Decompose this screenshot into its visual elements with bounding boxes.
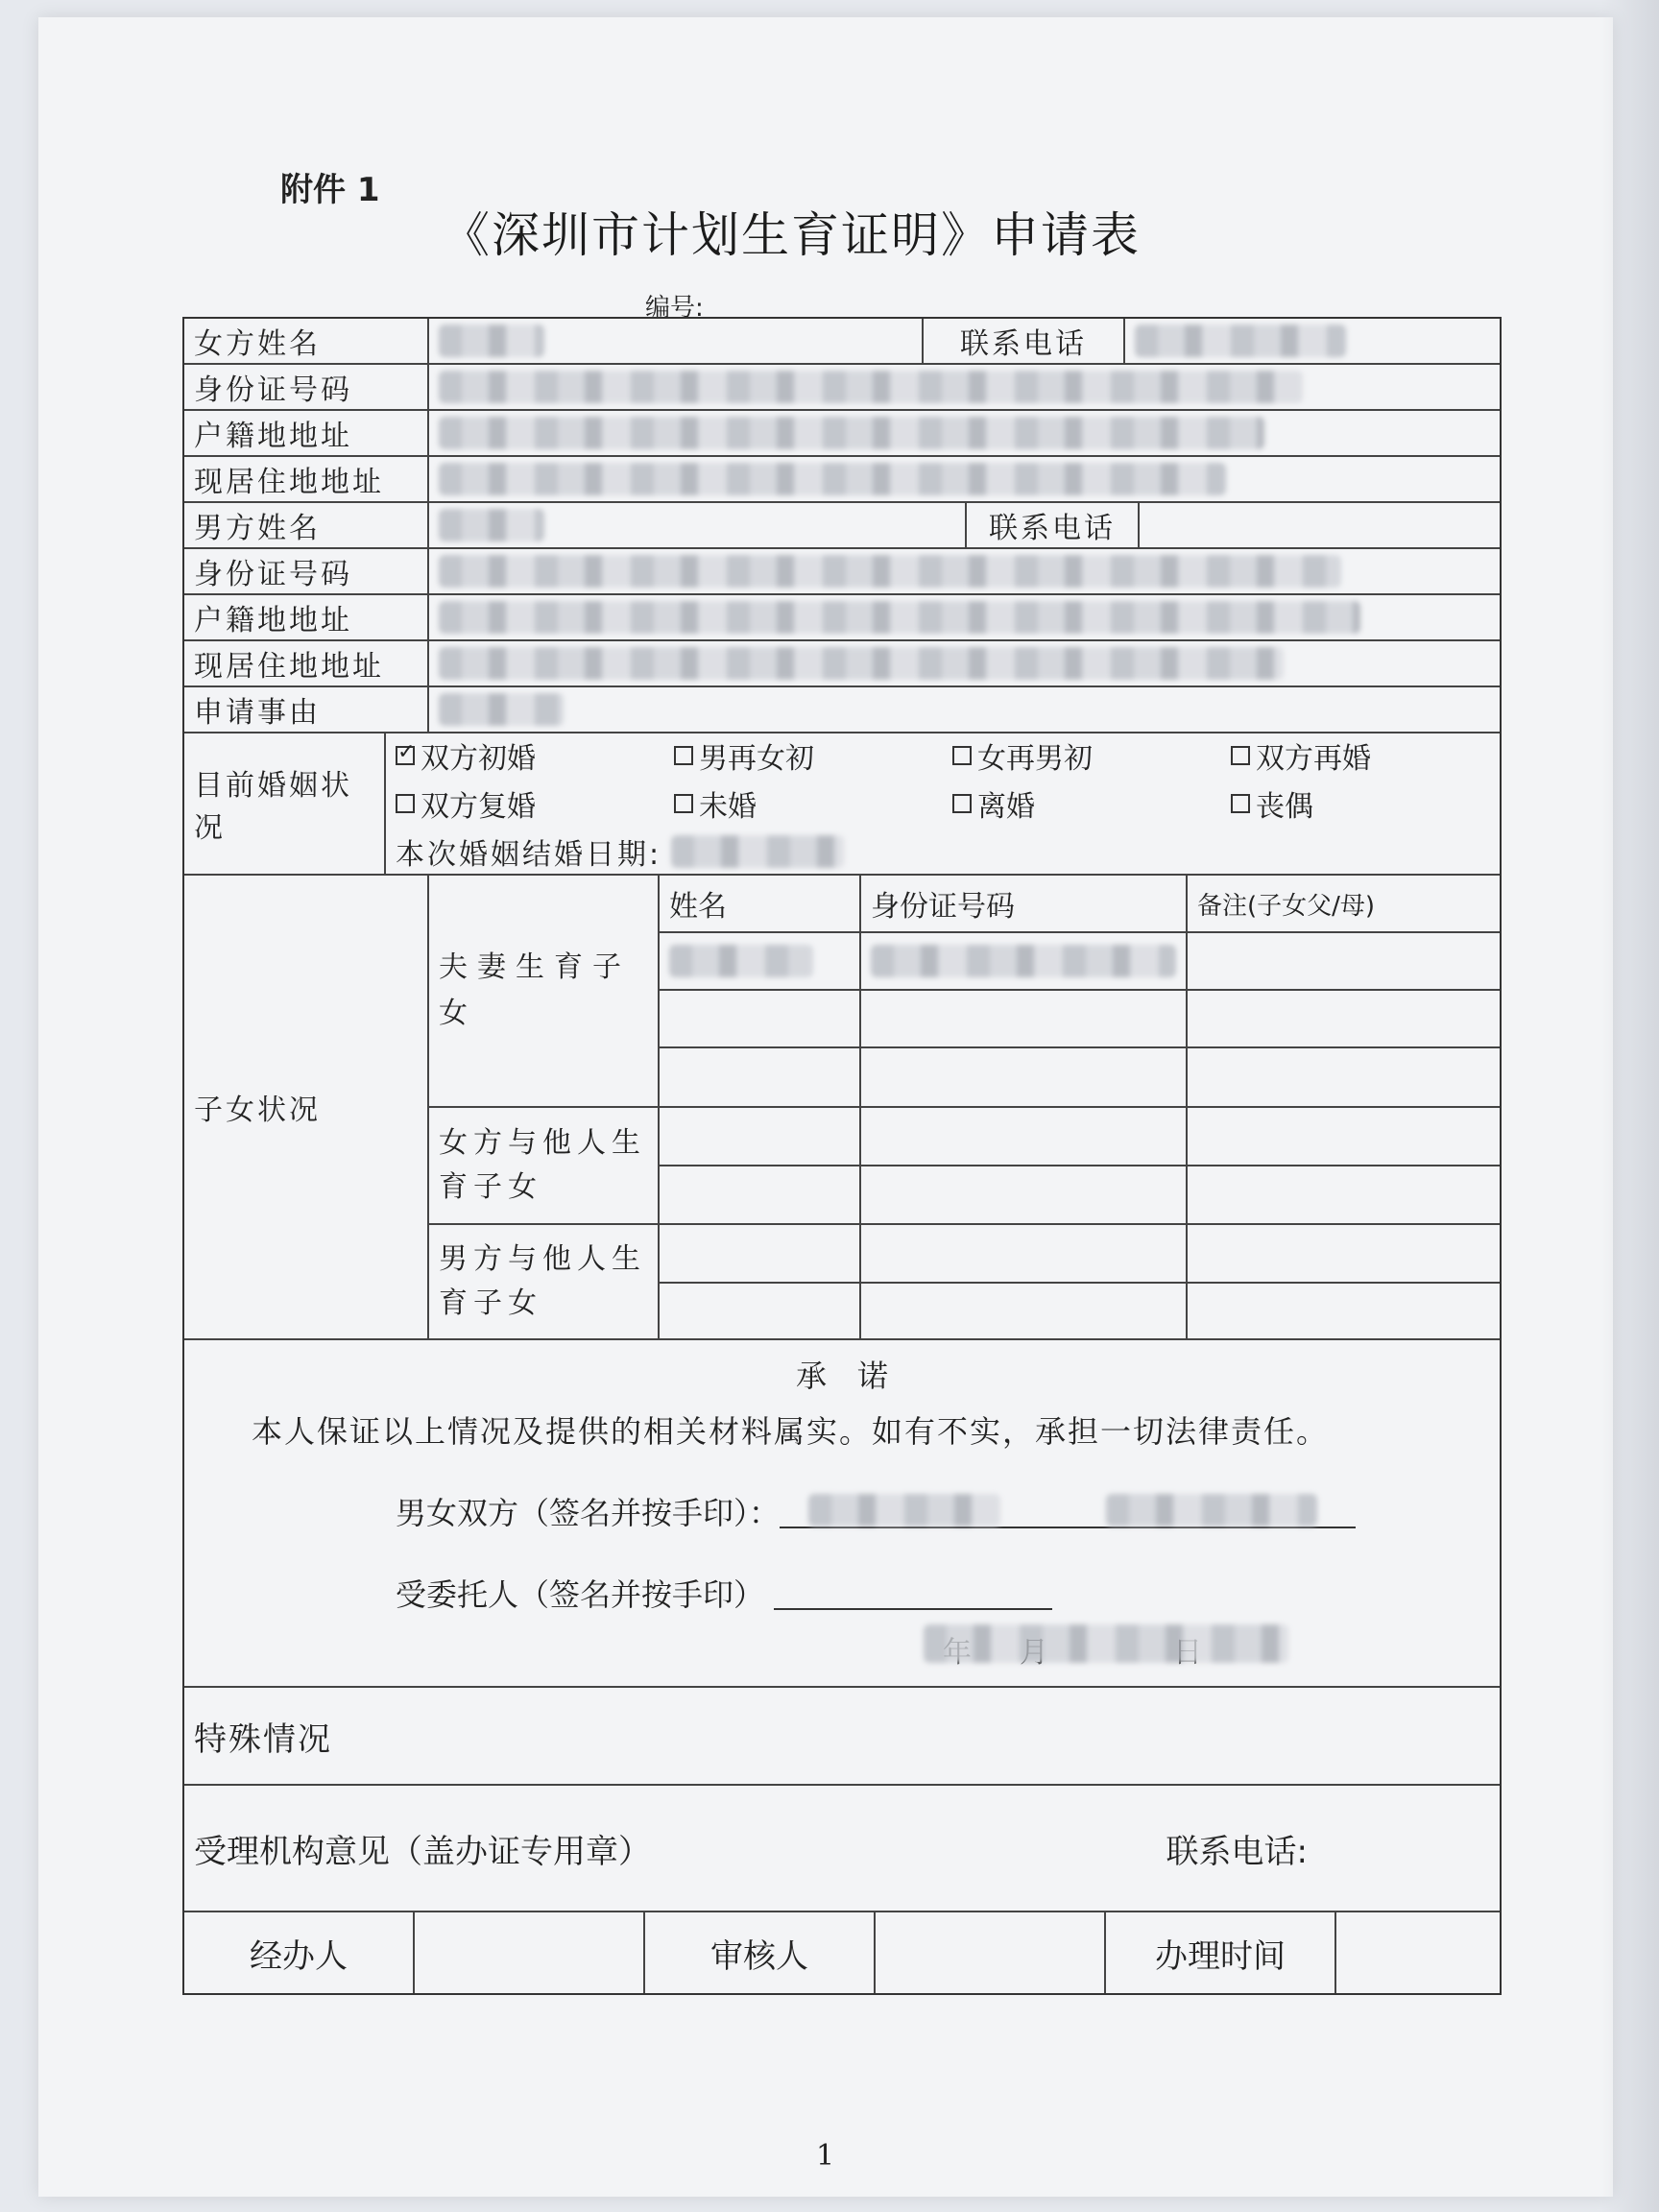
female-name-field[interactable]: [429, 319, 924, 363]
male-hukou-field[interactable]: [429, 595, 1500, 639]
row-children: [184, 876, 1500, 1340]
col-name: 姓名: [660, 876, 861, 931]
child-id-cell[interactable]: [861, 1048, 1188, 1106]
attachment-label: 附件 1: [280, 171, 380, 209]
children-group-female-other: 女方与他人生育子女: [429, 1108, 660, 1223]
pledge-delegate-line: [396, 1571, 1052, 1615]
time-field[interactable]: [1336, 1912, 1500, 1993]
time-label: 办理时间: [1106, 1912, 1336, 1993]
pledge-delegate-label: 受委托人（签名并按手印）: [396, 1576, 765, 1613]
redacted: [924, 1624, 1288, 1663]
reason-label: 申请事由: [184, 687, 429, 732]
marriage-option[interactable]: 未婚: [674, 782, 885, 825]
male-residence-label: 现居住地地址: [184, 641, 429, 685]
agency-cell: [184, 1786, 1500, 1911]
pledge-text: 本人保证以上情况及提供的相关材料属实。如有不实，承担一切法律责任。: [252, 1413, 1330, 1450]
male-name-label: 男方姓名: [184, 503, 429, 547]
checkbox-icon[interactable]: [674, 746, 693, 765]
child-note-cell[interactable]: [1188, 1225, 1500, 1282]
row-female-hukou: [184, 411, 1500, 457]
child-note-cell[interactable]: [1188, 1284, 1500, 1338]
child-name-cell[interactable]: [660, 1225, 861, 1282]
child-note-cell[interactable]: [1188, 1166, 1500, 1223]
reviewer-label: 审核人: [645, 1912, 876, 1993]
row-male-name: [184, 503, 1500, 549]
male-phone-field[interactable]: [1140, 503, 1500, 547]
table-row: [660, 1284, 1500, 1338]
row-processing: [184, 1912, 1500, 1993]
redacted: [1106, 1494, 1317, 1527]
female-name-label: 女方姓名: [184, 319, 429, 363]
female-id-label: 身份证号码: [184, 365, 429, 409]
special-label: 特殊情况: [194, 1719, 332, 1759]
redacted: [439, 693, 564, 726]
redacted: [439, 417, 1264, 449]
redacted: [671, 835, 844, 868]
marriage-option[interactable]: 双方复婚: [396, 782, 607, 825]
marriage-options: [386, 733, 1500, 874]
col-note: 备注(子女父/母): [1197, 891, 1376, 921]
male-residence-field[interactable]: [429, 641, 1500, 685]
row-marriage: [184, 733, 1500, 876]
pledge-date-line: [943, 1628, 1202, 1671]
child-name-cell[interactable]: [660, 1166, 861, 1223]
female-hukou-field[interactable]: [429, 411, 1500, 455]
child-name-cell[interactable]: [660, 1284, 861, 1338]
table-row: [660, 1225, 1500, 1284]
child-id-cell[interactable]: [861, 1284, 1188, 1338]
table-row: [660, 1048, 1500, 1106]
pledge-delegate-signature[interactable]: [774, 1575, 1052, 1610]
marriage-option[interactable]: 双方再婚: [1231, 734, 1423, 777]
row-male-hukou: [184, 595, 1500, 641]
reason-field[interactable]: [429, 687, 1500, 732]
redacted: [439, 647, 1284, 680]
female-residence-field[interactable]: [429, 457, 1500, 501]
row-male-residence: [184, 641, 1500, 687]
checkbox-icon[interactable]: [674, 794, 693, 813]
redacted: [1135, 325, 1346, 357]
female-hukou-label: 户籍地地址: [184, 411, 429, 455]
row-male-id: [184, 549, 1500, 595]
pledge-parties-label: 男女双方（签名并按手印）：: [396, 1495, 781, 1531]
child-name-cell[interactable]: [660, 991, 861, 1046]
marriage-option[interactable]: 丧偶: [1231, 782, 1423, 825]
marriage-option[interactable]: 女再男初: [952, 734, 1164, 777]
col-id: 身份证号码: [861, 876, 1188, 931]
table-row: [660, 1166, 1500, 1223]
pledge-parties-signature[interactable]: [780, 1494, 1356, 1528]
agency-phone-label: 联系电话:: [1166, 1832, 1308, 1871]
redacted: [439, 463, 1226, 495]
redacted: [808, 1494, 1000, 1527]
row-reason: [184, 687, 1500, 733]
male-hukou-label: 户籍地地址: [184, 595, 429, 639]
serial-label: 编号:: [645, 294, 704, 323]
row-agency: [184, 1786, 1500, 1912]
redacted: [439, 325, 544, 357]
row-female-id: [184, 365, 1500, 411]
page-number: 1: [816, 2139, 835, 2173]
reviewer-field[interactable]: [876, 1912, 1106, 1993]
table-row: [660, 1108, 1500, 1166]
child-name-cell[interactable]: [660, 1048, 861, 1106]
children-header-row: [660, 876, 1500, 933]
row-pledge: [184, 1340, 1500, 1688]
handler-field[interactable]: [415, 1912, 645, 1993]
marriage-label: 目前婚姻状况: [184, 733, 386, 874]
female-id-field[interactable]: [429, 365, 1500, 409]
marriage-date-label: 本次婚姻结婚日期:: [396, 838, 662, 872]
child-id-cell[interactable]: [861, 1225, 1188, 1282]
female-phone-field[interactable]: [1125, 319, 1500, 363]
form-title: 《深圳市计划生育证明》申请表: [442, 207, 1141, 263]
checkbox-icon[interactable]: [952, 746, 972, 765]
checkbox-checked-icon[interactable]: [396, 746, 415, 765]
handler-label: 经办人: [184, 1912, 415, 1993]
child-id-cell[interactable]: [861, 1166, 1188, 1223]
checkbox-icon[interactable]: [396, 794, 415, 813]
child-note-cell[interactable]: [1188, 991, 1500, 1046]
male-id-field[interactable]: [429, 549, 1500, 593]
children-group-male-other: 男方与他人生育子女: [429, 1225, 660, 1338]
child-name-cell[interactable]: [660, 933, 861, 989]
children-label: 子女状况: [184, 876, 429, 1338]
row-female-name: [184, 319, 1500, 365]
child-id-cell[interactable]: [861, 1108, 1188, 1165]
child-id-cell[interactable]: [861, 991, 1188, 1046]
child-note-cell[interactable]: [1188, 933, 1500, 989]
application-form: [182, 317, 1502, 1995]
children-table: [429, 876, 1500, 1338]
male-id-label: 身份证号码: [184, 549, 429, 593]
marriage-option[interactable]: ✓ 双方初婚: [396, 734, 607, 777]
female-residence-label: 现居住地地址: [184, 457, 429, 501]
redacted: [439, 555, 1341, 588]
pledge-parties-line: [396, 1489, 1356, 1533]
agency-opinion-label: 受理机构意见（盖办证专用章）: [194, 1832, 651, 1871]
redacted: [439, 601, 1360, 634]
marriage-option[interactable]: 男再女初: [674, 734, 885, 777]
redacted: [871, 945, 1176, 977]
male-name-field[interactable]: [429, 503, 967, 547]
pledge-title: 承 诺: [795, 1358, 888, 1394]
male-phone-label: 联系电话: [967, 503, 1140, 547]
checkbox-icon[interactable]: [1231, 794, 1250, 813]
female-phone-label: 联系电话: [924, 319, 1125, 363]
child-name-cell[interactable]: [660, 1108, 861, 1165]
table-row: [660, 933, 1500, 991]
checkbox-icon[interactable]: [1231, 746, 1250, 765]
redacted: [669, 945, 813, 977]
marriage-option[interactable]: 离婚: [952, 782, 1164, 825]
row-female-residence: [184, 457, 1500, 503]
children-group-couple: 夫妻生育子女: [429, 876, 660, 1106]
redacted: [439, 509, 544, 541]
child-note-cell[interactable]: [1188, 1048, 1500, 1106]
table-row: [660, 991, 1500, 1048]
row-special: [184, 1688, 1500, 1786]
child-note-cell[interactable]: [1188, 1108, 1500, 1165]
shadow: [1601, 0, 1659, 2212]
child-id-cell[interactable]: [861, 933, 1188, 989]
redacted: [439, 371, 1303, 403]
checkbox-icon[interactable]: [952, 794, 972, 813]
